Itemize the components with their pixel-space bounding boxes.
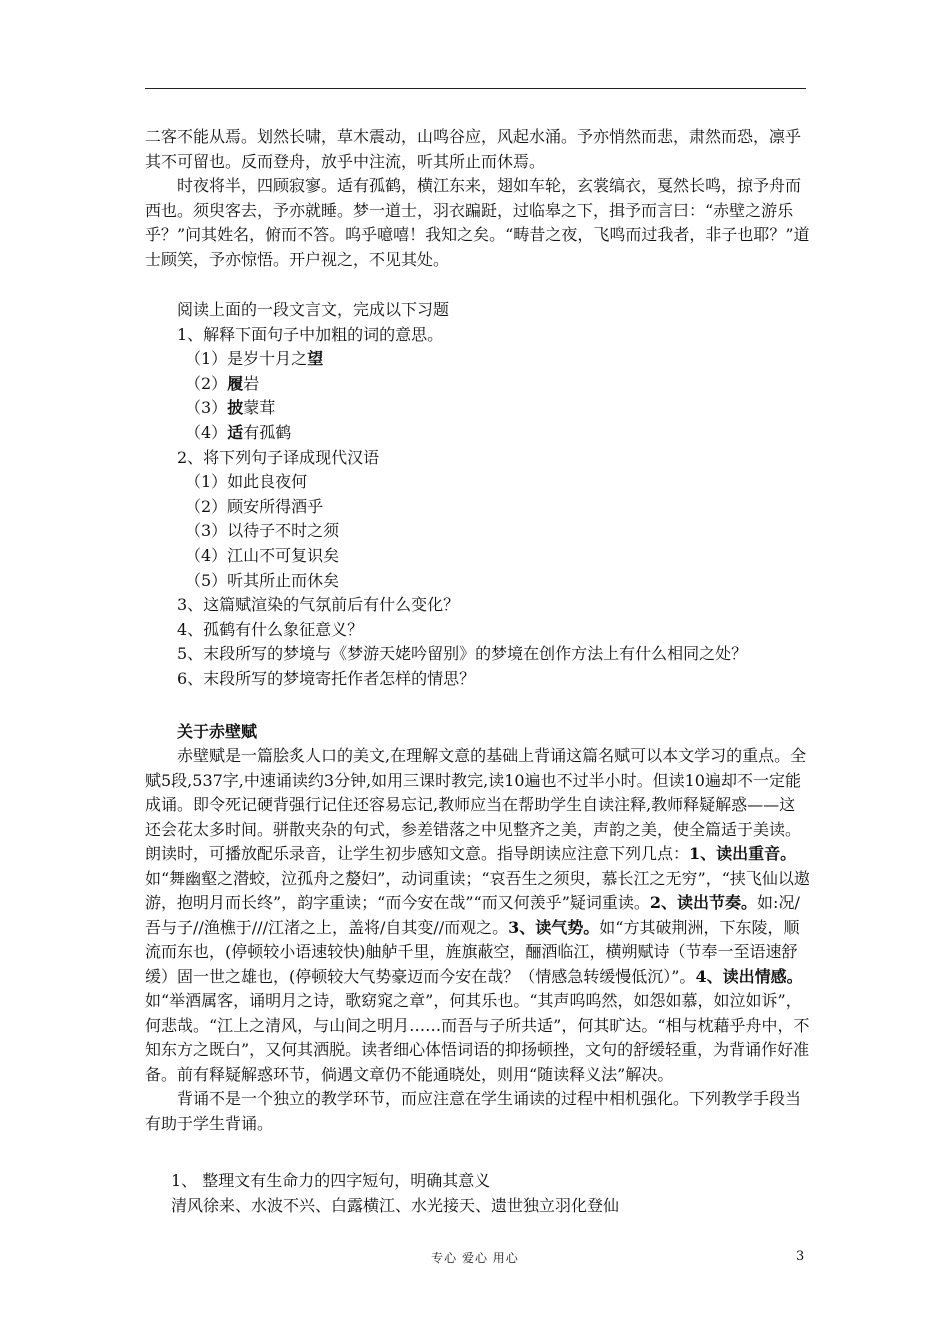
question-2-item: （2）顾安所得酒乎 [185, 496, 324, 516]
bold-word: 履 [227, 373, 244, 393]
point-2: 2、读出节奏。 [649, 893, 758, 912]
question-6: 6、末段所写的梦境寄托作者怎样的情思？ [177, 668, 476, 688]
question-2-item: （5）听其所止而休矣 [185, 570, 340, 590]
passage-paragraph-1: 二客不能从焉。划然长啸，草木震动，山鸣谷应，风起水涌。予亦悄然而悲，肃然而恐，凛乎其不可留也。反而登舟，放乎中注流，听其所止而休焉。 [145, 127, 802, 171]
point-4: 4、读出情感。 [695, 966, 803, 986]
question-1-item: （1）是岁十月之望 [185, 349, 324, 369]
question-5: 5、末段所写的梦境与《梦游天姥吟留别》的梦境在创作方法上有什么相同之处？ [177, 644, 748, 664]
about-list-item-1: 1、 整理文有生命力的四字短句，明确其意义 [171, 1171, 491, 1190]
question-2-item: （3）以待子不时之须 [185, 521, 340, 541]
bold-word: 适 [227, 422, 244, 442]
point-3: 3、读气势。 [508, 917, 600, 937]
about-body [145, 744, 810, 1136]
question-1-item: （2）履岩 [185, 373, 260, 393]
header-rule [145, 88, 806, 89]
passage-paragraph-2: 时夜将半，四顾寂寥。适有孤鹤，横江东来，翅如车轮，玄裳缟衣，戛然长鸣，掠予舟而西也。须臾客去，予亦就睡。梦一道士，羽衣蹁跹，过临皋之下，揖予而言曰：“赤壁之游乐乎？”问其姓名，俯而不答。呜乎噫嘻！我知之矣。“畴昔之夜，飞鸣而过我者，非子也耶？”道士顾笑，予亦惊悟。开户视之，不见其处。 [145, 176, 810, 269]
about-title-wrap [145, 720, 810, 745]
about-title: 关于赤壁赋 [177, 722, 258, 741]
question-1-item: （4）适有孤鹤 [185, 422, 292, 442]
question-1-item: （3）披蒙茸 [185, 398, 276, 418]
exercise-intro: 阅读上面的一段文言文，完成以下习题 [177, 300, 450, 319]
question-2-item: （4）江山不可复识矣 [185, 545, 340, 565]
exercise-section [145, 298, 810, 692]
question-2: 2、将下列句子译成现代汉语 [177, 447, 380, 467]
about-list-item-1-text: 清风徐来、水波不兴、白露横江、水光接天、遗世独立羽化登仙 [171, 1195, 620, 1215]
page-number: 3 [796, 1249, 805, 1264]
question-3: 3、这篇赋渲染的气氛前后有什么变化？ [177, 595, 460, 615]
question-2-item: （1）如此良夜何 [185, 472, 308, 492]
question-4: 4、孤鹤有什么象征意义？ [177, 619, 364, 639]
point-1: 1、读出重音。 [689, 844, 797, 863]
passage [145, 125, 810, 272]
bold-word: 披 [227, 398, 244, 418]
question-1: 1、解释下面句子中加粗的词的意思。 [177, 324, 444, 344]
about-paragraph-2: 背诵不是一个独立的教学环节，而应注意在学生诵读的过程中相机强化。下列教学手段当有助于学生背诵。 [145, 1089, 802, 1133]
about-paragraph-1: 赤壁赋是一篇脍炙人口的美文,在理解文意的基础上背诵这篇名赋可以本文学习的重点。全赋5段,537字,中速诵读约3分钟,如用三课时教完,读10遍也不过半小时。但读10遍却不一定能成诵。即令死记硬背强行记住还容易忘记,教师应当在帮助学生自读注释,教师释疑解惑——这还会花太多时间。骈散夹杂的句式，参差错落之中见整齐之美，声韵之美，使全篇适于美读。朗读时，可播放配乐录音，让学生初步感知文意。指导朗读应注意下列几点：1、读出重音。如“舞幽壑之潜蛟，泣孤舟之嫠妇”，动词重读；“哀吾生之须臾，慕长江之无穷”，“挟飞仙以遨游，抱明月而长终”，韵字重读；“而今安在哉”“而又何羡乎”疑词重读。2、读出节奏。如:况/吾与子//渔樵于///江渚之上，盖将/自其变//而观之。3、读气势。如“方其破荆洲，下东陵，顺流而东也，(停顿较小语速较快)舳舻千里，旌旗蔽空，酾酒临江，横朔赋诗（节奉一至语速舒缓）固一世之雄也，(停顿较大气势豪迈而今安在哉？（情感急转缓慢低沉）”。4、读出情感。如“举酒属客，诵明月之诗，歌窈窕之章”，何其乐也。“其声呜呜然，如怨如慕，如泣如诉”，何悲哉。“江上之清风，与山间之明月……而吾与子所共适”，何其旷达。“相与枕藉乎舟中，不知东方之既白”，又何其洒脱。读者细心体悟词语的抑扬顿挫，文句的舒缓轻重，为背诵作好准备。前有释疑解惑环节，倘遇文章仍不能通晓处，则用“随读释义法”解决。 [145, 746, 810, 1084]
bold-word: 望 [307, 349, 324, 369]
footer-motto: 专心 爱心 用心 [431, 1251, 519, 1265]
about-list [145, 1169, 810, 1218]
